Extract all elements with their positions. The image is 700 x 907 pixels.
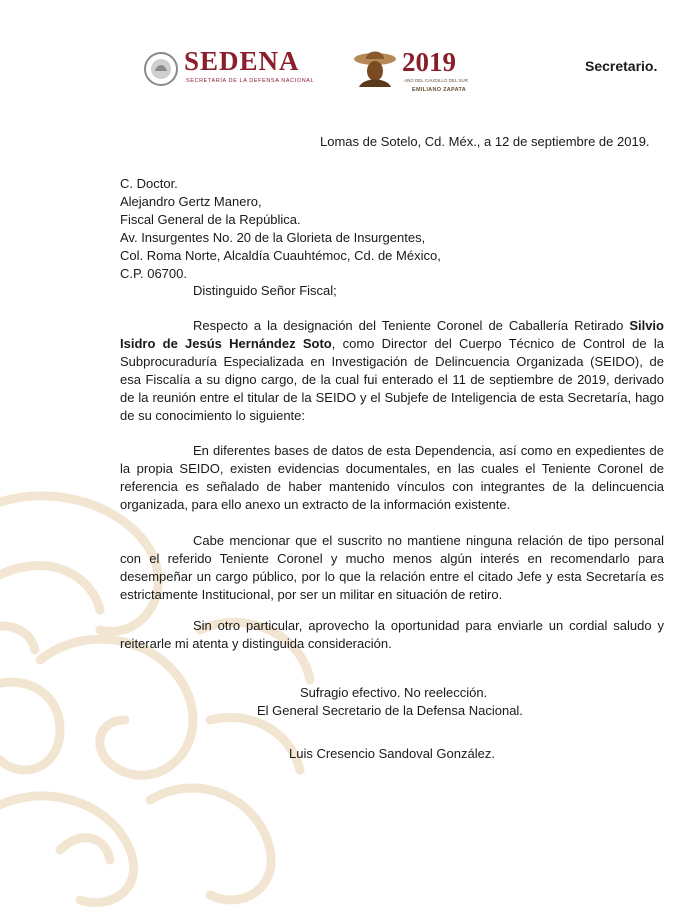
paragraph-2-text: En diferentes bases de datos de esta Dependencia, así como en expedientes de la propia SEIDO, existen evidencias documentales, en las cuales el Teniente Coronel de referencia es señalado de haber mantenido vínculos con integrantes de la delincuencia organizada, para ello anexo un extracto de la información existente. xyxy=(120,443,664,512)
paragraph-4-text: Sin otro particular, aprovecho la oportunidad para enviarle un cordial saludo y reiterarle mi atenta y distinguida consideración. xyxy=(120,618,664,651)
national-emblem-icon xyxy=(143,51,179,87)
recipient-line: C. Doctor. xyxy=(120,176,178,191)
paragraph-3 xyxy=(120,532,664,604)
sender-label: Secretario. xyxy=(585,58,658,74)
recipient-line: C.P. 06700. xyxy=(120,266,187,281)
paragraph-1 xyxy=(120,317,664,425)
year-subtitle: AÑO DEL CAUDILLO DEL SUR xyxy=(404,78,468,83)
paragraph-3-text: Cabe mencionar que el suscrito no mantiene ninguna relación de tipo personal con el referido Teniente Coronel y mucho menos algún interés en recomendarlo para desempeñar un cargo público, por lo que la relación entre el citado Jefe y esta Secretaría es estrictamente Institucional, por ser un militar en situación de retiro. xyxy=(120,533,664,602)
paragraph-1-intro: Respecto a la designación del Teniente Coronel de Caballería Retirado xyxy=(193,318,630,333)
zapata-portrait-icon xyxy=(353,47,397,87)
signer-name: Luis Cresencio Sandoval González. xyxy=(289,746,495,761)
sedena-logo-subtitle: SECRETARÍA DE LA DEFENSA NACIONAL xyxy=(186,78,315,84)
recipient-line: Col. Roma Norte, Alcaldía Cuauhtémoc, Cd. de México, xyxy=(120,248,441,263)
sedena-logo: SEDENA xyxy=(184,46,300,76)
year-logo: 2019 xyxy=(402,47,456,77)
recipient-line: Alejandro Gertz Manero, xyxy=(120,194,262,209)
paragraph-1-rest: , como Director del Cuerpo Técnico de Control de la Subprocuraduría Especializada en Investigación de Delincuencia Organizada (SEIDO), de esa Fiscalía a su digno cargo, de la cual fui enterado el 11 de septiembre de 2019, derivado de la reunión entre el titular de la SEIDO y el Subjefe de Inteligencia de esta Secretaría, hago de su conocimiento lo siguiente: xyxy=(120,336,664,423)
closing-motto: Sufragio efectivo. No reelección. xyxy=(300,685,488,700)
recipient-line: Av. Insurgentes No. 20 de la Glorieta de Insurgentes, xyxy=(120,230,426,245)
salutation: Distinguido Señor Fiscal; xyxy=(193,283,337,298)
named-officer: Silvio Isidro de Jesús Hernández Soto xyxy=(120,318,664,351)
closing-title: El General Secretario de la Defensa Nacional. xyxy=(257,703,523,718)
dateline: Lomas de Sotelo, Cd. Méx., a 12 de septiembre de 2019. xyxy=(320,134,650,149)
paragraph-4 xyxy=(120,617,664,653)
recipient-line: Fiscal General de la República. xyxy=(120,212,301,227)
paragraph-2 xyxy=(120,442,664,514)
year-honoree: EMILIANO ZAPATA xyxy=(412,87,466,93)
